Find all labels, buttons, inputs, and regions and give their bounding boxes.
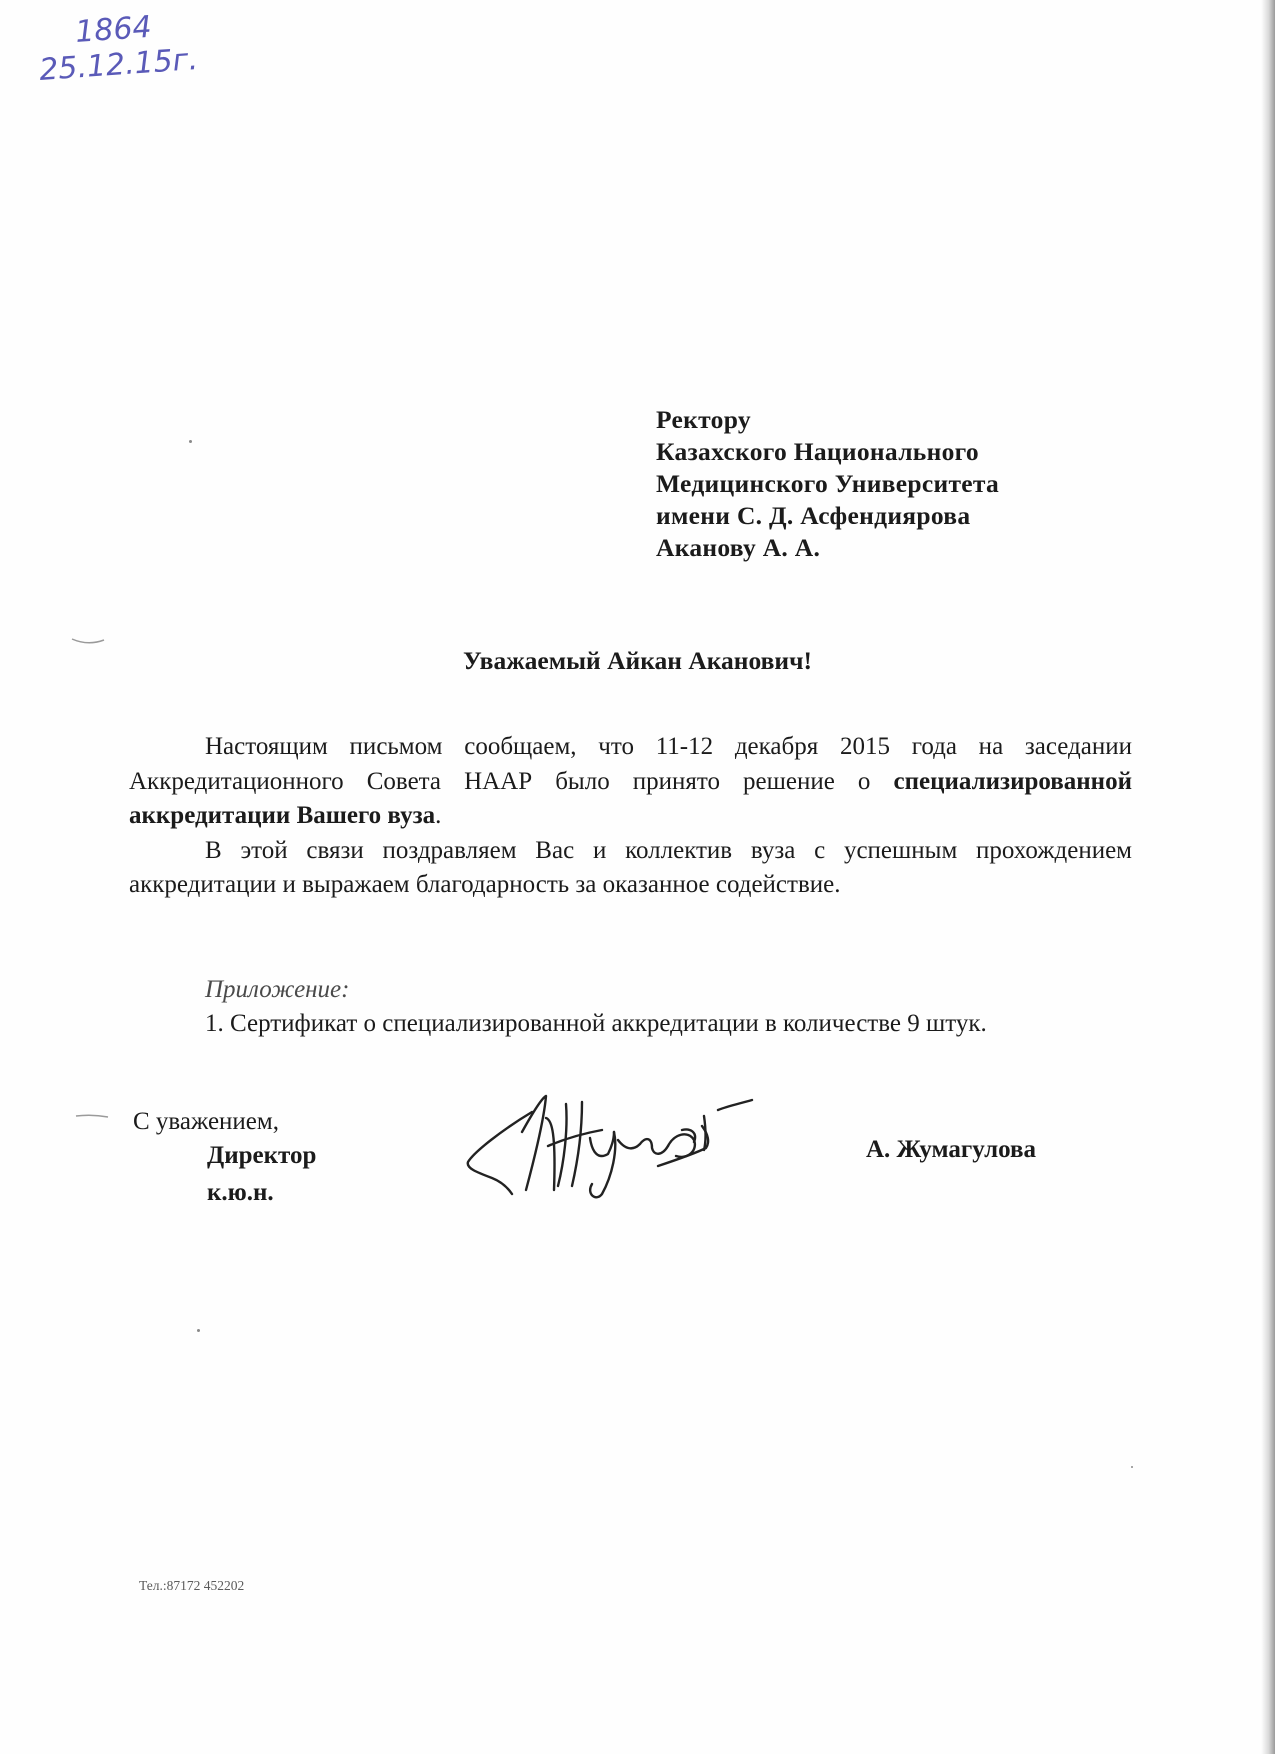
attachment-heading: Приложение: — [205, 976, 350, 1003]
body-text: . — [435, 802, 442, 829]
salutation: Уважаемый Айкан Аканович! — [463, 646, 812, 675]
body-emphasis: специализированной аккредитации Вашего вуза — [129, 767, 1132, 829]
addressee-line: Медицинского Университета — [656, 469, 1000, 498]
signer-degree: к.ю.н. — [207, 1179, 274, 1206]
attachment-block — [205, 973, 987, 1041]
handwritten-number: 1864 — [74, 9, 153, 50]
signer-name: А. Жумагулова — [866, 1136, 1037, 1163]
body-paragraph — [129, 730, 1132, 834]
footer-phone: Тел.:87172 452202 — [139, 1578, 245, 1593]
addressee-line: имени С. Д. Асфендиярова — [656, 501, 971, 530]
addressee-line: Ректору — [656, 405, 751, 434]
body-text: Настоящим письмом сообщаем, что 11-12 декабря 2015 года на заседании Аккредитационного Совета НААР было принято решение о — [129, 733, 1132, 795]
scan-edge-shadow — [1261, 0, 1275, 1754]
handwritten-date: 25.12.15г. — [38, 41, 200, 88]
letter-body — [129, 730, 1132, 903]
scan-speck — [1131, 1466, 1133, 1468]
scan-speck — [197, 1329, 200, 1332]
body-paragraph: В этой связи поздравляем Вас и коллектив вуза с успешным прохождением аккредитации и выражаем благодарность за оказанное содействие. — [129, 836, 1132, 898]
handwritten-signature — [462, 1090, 782, 1200]
signer-title: Директор — [207, 1142, 317, 1169]
closing-regards: С уважением, — [133, 1108, 279, 1135]
handwritten-registration-note — [38, 8, 228, 88]
addressee-line: Аканову А. А. — [656, 533, 821, 562]
scan-speck — [189, 440, 192, 443]
addressee-block — [656, 404, 999, 564]
attachment-item: 1. Сертификат о специализированной аккредитации в количестве 9 штук. — [205, 1010, 987, 1037]
punch-hole-mark — [74, 1112, 110, 1122]
addressee-line: Казахского Национального — [656, 437, 979, 466]
